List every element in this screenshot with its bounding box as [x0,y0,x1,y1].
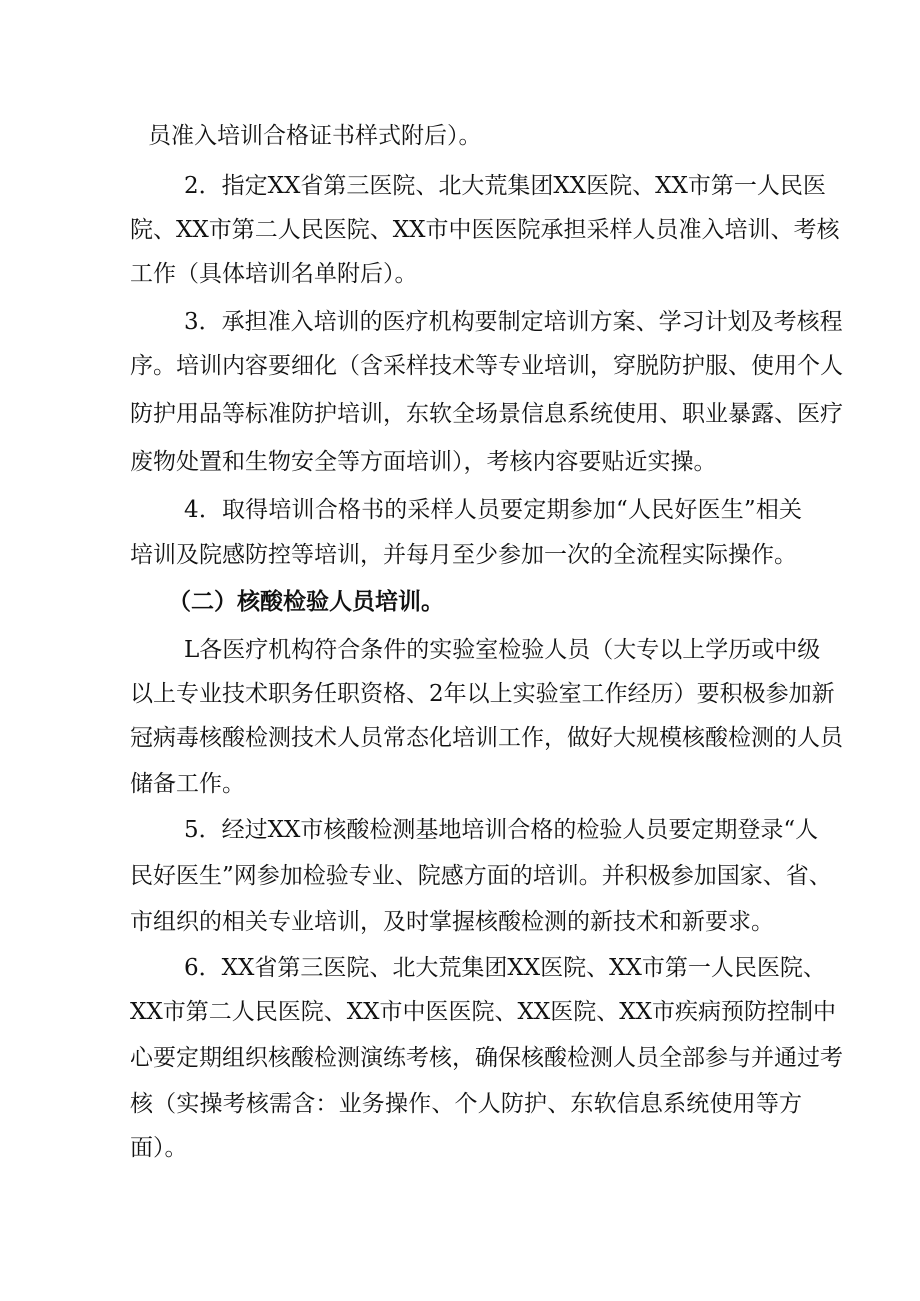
paragraph-line: 以上专业技术职务任职资格、2年以上实验室工作经历）要积极参加新 [130,681,835,707]
section-heading: （二）核酸检验人员培训。 [168,588,444,615]
paragraph-line: 防护用品等标准防护培训，东软全场景信息系统使用、职业暴露、医疗 [130,401,843,427]
paragraph-line: XX市第二人民医院、XX市中医医院、XX医院、XX市疾病预防控制中 [130,999,836,1025]
paragraph-line: 培训及院感防控等培训，并每月至少参加一次的全流程实际操作。 [130,542,797,568]
paragraph-line: 员准入培训合格证书样式附后）。 [148,123,482,149]
paragraph-line: 6．XX省第三医院、北大荒集团XX医院、XX市第一人民医院、 [184,955,826,981]
paragraph-line: 序。培训内容要细化（含采样技术等专业培训，穿脱防护服、使用个人 [130,353,843,379]
paragraph-line: 院、XX市第二人民医院、XX市中医医院承担采样人员准入培训、考核 [130,217,840,243]
paragraph-line: 市组织的相关专业培训，及时掌握核酸检测的新技术和新要求。 [130,909,774,935]
paragraph-line: 储备工作。 [130,771,245,797]
paragraph-line: 工作（具体培训名单附后）。 [130,261,418,287]
paragraph-line: 面）。 [130,1135,188,1161]
paragraph-line: 核（实操考核需含：业务操作、个人防护、东软信息系统使用等方 [130,1091,802,1117]
paragraph-line: 3．承担准入培训的医疗机构要制定培训方案、学习计划及考核程 [184,309,843,335]
paragraph-line: 冠病毒核酸检测技术人员常态化培训工作，做好大规模核酸检测的人员 [130,725,843,751]
paragraph-line: 废物处置和生物安全等方面培训），考核内容要贴近实操。 [130,449,717,475]
paragraph-line: 2．指定XX省第三医院、北大荒集团XX医院、XX市第一人民医 [184,173,826,199]
paragraph-line: 民好医生”网参加检验专业、院感方面的培训。并积极参加国家、省、 [130,863,832,889]
paragraph-line: 5．经过XX市核酸检测基地培训合格的检验人员要定期登录“人 [184,817,819,843]
paragraph-line: 心要定期组织核酸检测演练考核，确保核酸检测人员全部参与并通过考 [130,1045,843,1071]
paragraph-line: 4．取得培训合格书的采样人员要定期参加“人民好医生”相关 [184,497,802,523]
paragraph-line: L各医疗机构符合条件的实验室检验人员（大专以上学历或中级 [184,637,821,663]
